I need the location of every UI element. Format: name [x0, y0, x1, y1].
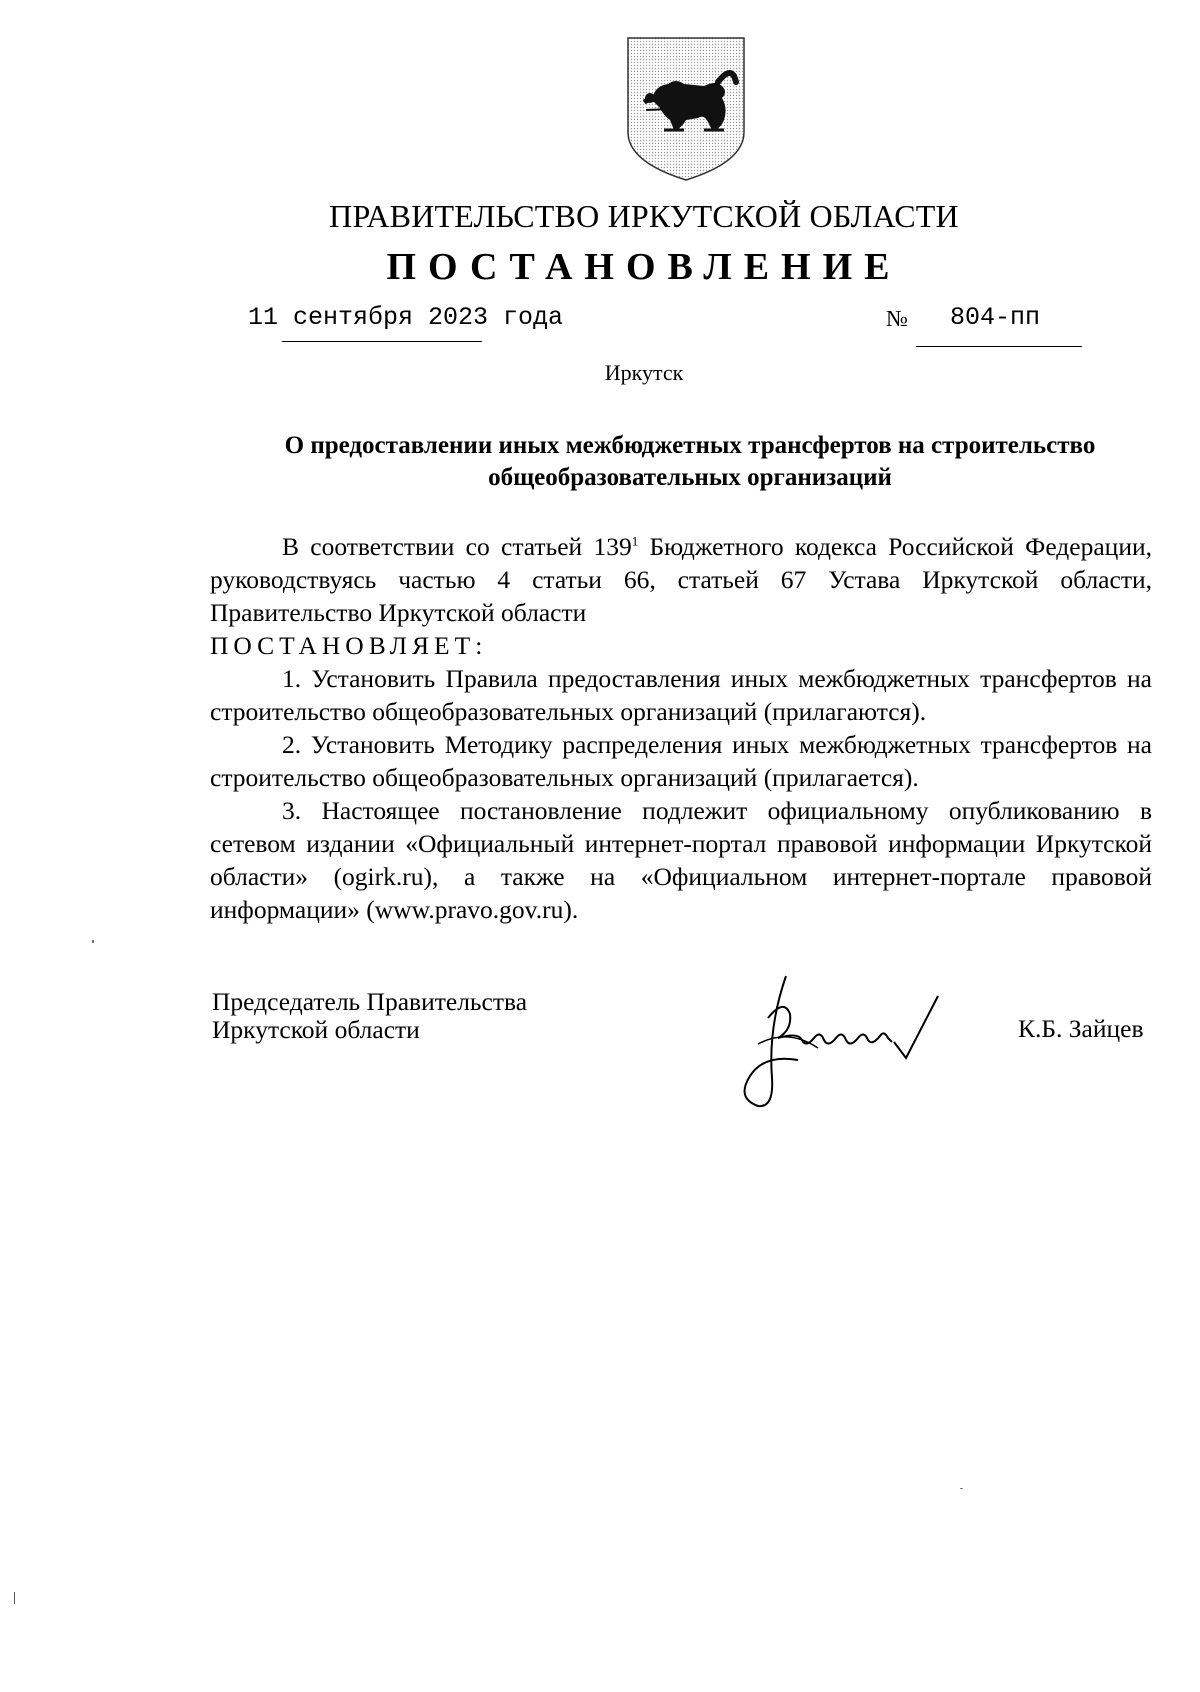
handwritten-signature — [728, 968, 968, 1118]
article-superscript: 1 — [631, 533, 639, 549]
preamble-start: В соответствии со статьей 139 — [282, 532, 632, 561]
list-item: 2. Установить Методику распределения иных межбюджетных трансфертов на строительство общеобразовательных организаций (прилагается). — [210, 730, 1152, 792]
scan-speck — [960, 1488, 963, 1489]
decree-word: ПОСТАНОВЛЯЕТ: — [210, 631, 488, 660]
number-value: 804-пп — [950, 303, 1041, 332]
preamble-paragraph — [210, 530, 1152, 629]
government-title: ПРАВИТЕЛЬСТВО ИРКУТСКОЙ ОБЛАСТИ — [329, 198, 959, 234]
scan-speck — [92, 940, 94, 943]
number-sign: № — [886, 306, 908, 331]
preamble-end: Бюджетного кодекса Российской Федерации, руководствуясь частью 4 статьи 66, статьей 67 Устава Иркутской области, Правительство Иркутской области — [210, 532, 1152, 627]
subject-line-2: общеобразовательных организаций — [488, 464, 892, 491]
list-item: 3. Настоящее постановление подлежит официальному опубликованию в сетевом издании «Официальный интернет-портал правовой информации Иркутской области» (ogirk.ru), а также на «Официальном интернет-портале правовой информации» (www.pravo.gov.ru). — [210, 796, 1152, 924]
number-underline — [916, 346, 1082, 347]
signer-position-line-2: Иркутской области — [212, 1015, 420, 1044]
document-number — [886, 303, 1041, 333]
document-body — [210, 530, 1152, 926]
date-underline — [282, 341, 482, 342]
coat-of-arms-icon — [624, 34, 748, 184]
document-subject — [230, 430, 1150, 494]
document-date: 11 сентября 2023 года — [248, 303, 564, 332]
signer-position-line-1: Председатель Правительства — [212, 987, 528, 1016]
scan-speck — [14, 1592, 15, 1604]
city-label: Иркутск — [604, 360, 684, 385]
document-type-heading: ПОСТАНОВЛЕНИЕ — [386, 246, 902, 288]
signer-position — [212, 988, 527, 1044]
list-item: 1. Установить Правила предоставления иных межбюджетных трансфертов на строительство общеобразовательных организаций (прилагаются). — [210, 664, 1152, 726]
subject-line-1: О предоставлении иных межбюджетных трансфертов на строительство — [284, 432, 1096, 459]
signer-name: К.Б. Зайцев — [1018, 1014, 1144, 1043]
